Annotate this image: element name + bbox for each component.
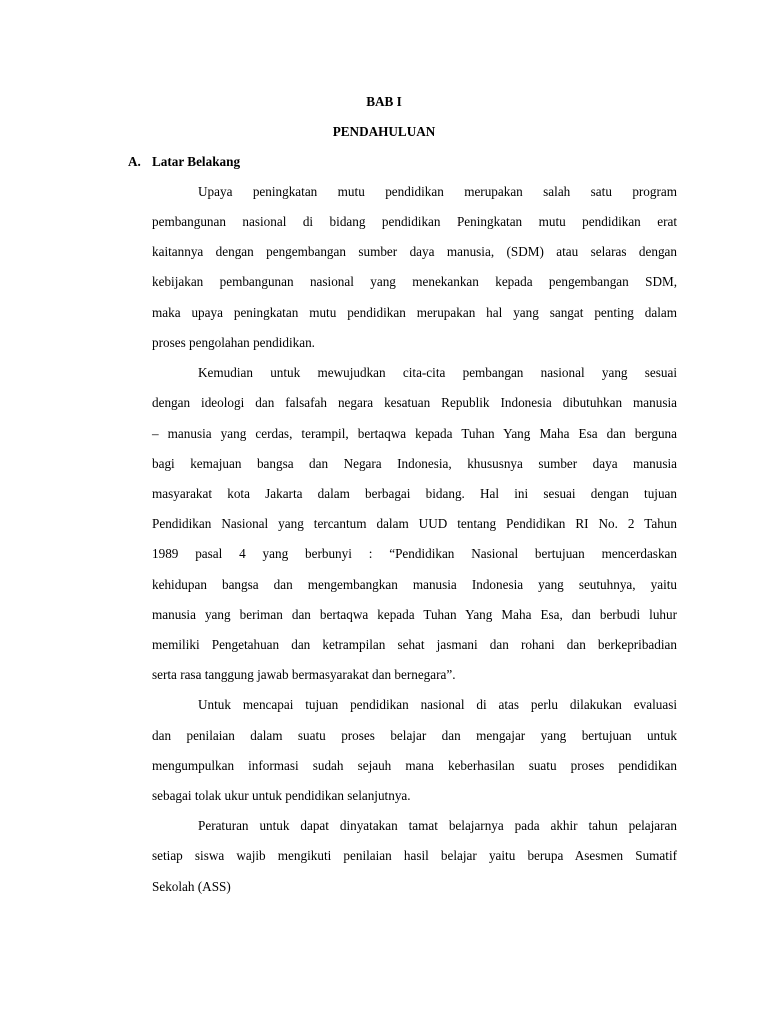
paragraph-line: setiap siswa wajib mengikuti penilaian hasil belajar yaitu berupa Asesmen Sumatif xyxy=(152,848,677,863)
chapter-title: PENDAHULUAN xyxy=(332,124,436,139)
paragraph-line: dengan ideologi dan falsafah negara kesatuan Republik Indonesia dibutuhkan manusia xyxy=(152,395,677,410)
paragraph-line: – manusia yang cerdas, terampil, bertaqwa kepada Tuhan Yang Maha Esa dan berguna xyxy=(152,426,677,441)
paragraph-line: Untuk mencapai tujuan pendidikan nasional di atas perlu dilakukan evaluasi xyxy=(198,697,677,712)
paragraph-line: bagi kemajuan bangsa dan Negara Indonesia, khususnya sumber daya manusia xyxy=(152,456,677,471)
paragraph-line: manusia yang beriman dan bertaqwa kepada Tuhan Yang Maha Esa, dan berbudi luhur xyxy=(152,607,677,622)
paragraph-line: sebagai tolak ukur untuk pendidikan selanjutnya. xyxy=(152,788,411,803)
paragraph-line: Sekolah (ASS) xyxy=(152,879,231,894)
chapter-number: BAB I xyxy=(366,94,402,109)
paragraph-line: 1989 pasal 4 yang berbunyi : “Pendidikan Nasional bertujuan mencerdaskan xyxy=(152,546,677,561)
paragraph-line: kebijakan pembangunan nasional yang menekankan kepada pengembangan SDM, xyxy=(152,274,677,289)
paragraph-line: Kemudian untuk mewujudkan cita-cita pembangan nasional yang sesuai xyxy=(198,365,677,380)
section-heading xyxy=(128,154,240,170)
paragraph-line: proses pengolahan pendidikan. xyxy=(152,335,315,350)
paragraph-line: pembangunan nasional di bidang pendidikan Peningkatan mutu pendidikan erat xyxy=(152,214,677,229)
paragraph-line: serta rasa tanggung jawab bermasyarakat dan bernegara”. xyxy=(152,667,456,682)
paragraph-line: Peraturan untuk dapat dinyatakan tamat belajarnya pada akhir tahun pelajaran xyxy=(198,818,677,833)
paragraph-line: memiliki Pengetahuan dan ketrampilan sehat jasmani dan rohani dan berkepribadian xyxy=(152,637,677,652)
paragraph-line: kaitannya dengan pengembangan sumber daya manusia, (SDM) atau selaras dengan xyxy=(152,244,677,259)
section-number: A. xyxy=(128,154,141,169)
paragraph-line: dan penilaian dalam suatu proses belajar dan mengajar yang bertujuan untuk xyxy=(152,728,677,743)
paragraph-line: maka upaya peningkatan mutu pendidikan merupakan hal yang sangat penting dalam xyxy=(152,305,677,320)
section-title: Latar Belakang xyxy=(152,154,241,169)
paragraph-line: kehidupan bangsa dan mengembangkan manusia Indonesia yang seutuhnya, yaitu xyxy=(152,577,677,592)
paragraph-line: mengumpulkan informasi sudah sejauh mana keberhasilan suatu proses pendidikan xyxy=(152,758,677,773)
paragraph-line: Pendidikan Nasional yang tercantum dalam UUD tentang Pendidikan RI No. 2 Tahun xyxy=(152,516,677,531)
paragraph-line: masyarakat kota Jakarta dalam berbagai bidang. Hal ini sesuai dengan tujuan xyxy=(152,486,677,501)
paragraph-line: Upaya peningkatan mutu pendidikan merupakan salah satu program xyxy=(198,184,677,199)
